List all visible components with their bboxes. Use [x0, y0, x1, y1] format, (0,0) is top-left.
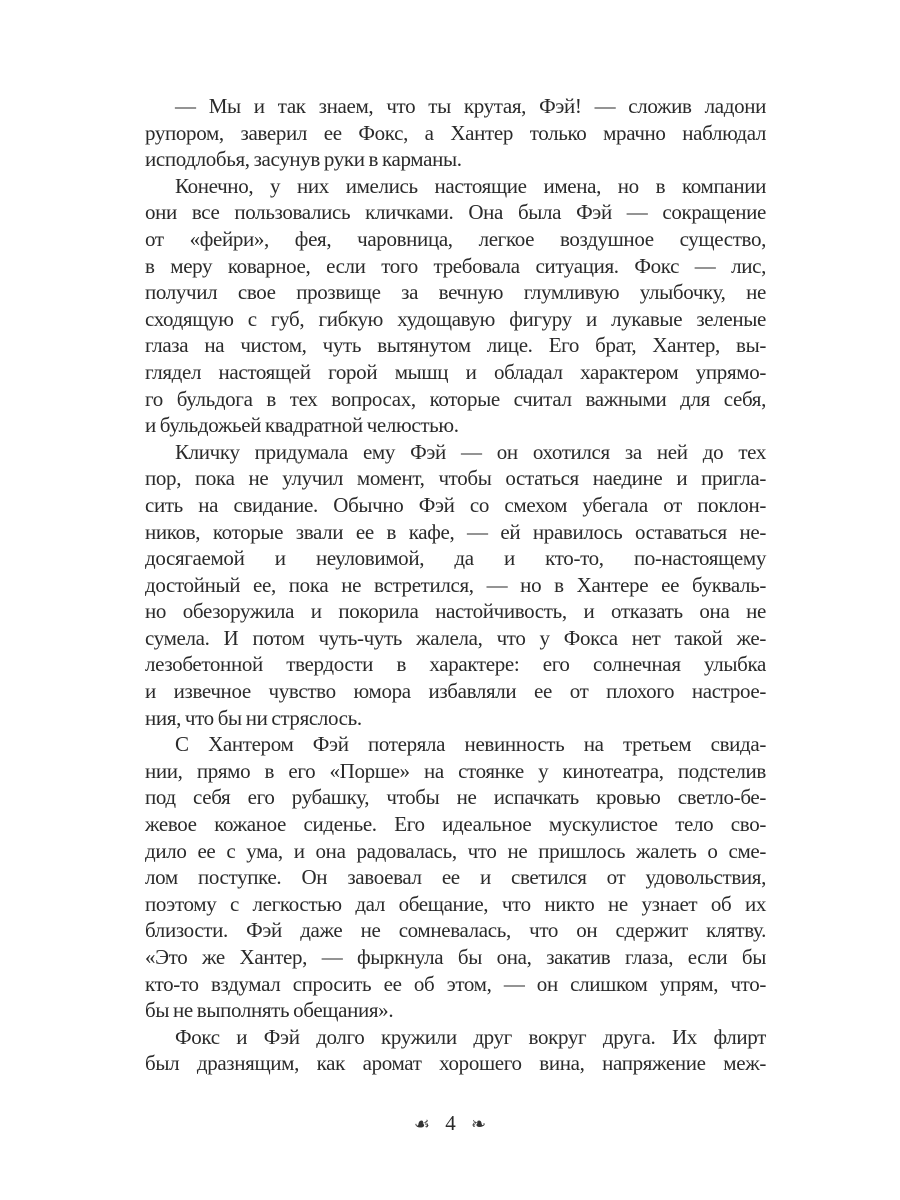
text-line: нии, прямо в его «Порше» на стоянке у кинотеатра, подстелив — [145, 758, 766, 783]
text-line: — Мы и так знаем, что ты крутая, Фэй! — сложив ладони — [175, 94, 766, 118]
text-line: Конечно, у них имелись настоящие имена, но в компании — [175, 173, 766, 198]
text-line: но обезоружила и покорила настойчивость, и отказать она не — [145, 599, 766, 624]
text-line: получил свое прозвище за вечную глумливую улыбочку, не — [145, 280, 766, 305]
text-line: Кличку придумала ему Фэй — он охотился за ней до тех — [175, 439, 766, 464]
text-line: досягаемой и неуловимой, да и кто-то, по-настоящему — [145, 546, 766, 571]
text-line: глядел настоящей горой мышц и обладал характером упрямо- — [145, 359, 766, 384]
text-line: рупором, заверил ее Фокс, а Хантер только мрачно наблюдал — [145, 120, 766, 145]
page-footer — [0, 1111, 900, 1136]
text-line: го бульдога в тех вопросах, которые считал важными для себя, — [145, 386, 766, 411]
text-line: они все пользовались кличками. Она была Фэй — сокращение — [145, 200, 766, 225]
text-line: от «фейри», фея, чаровница, легкое воздушное существо, — [145, 226, 766, 251]
text-line: Фокс и Фэй долго кружили друг вокруг друга. Их флирт — [175, 1024, 766, 1049]
text-line: сумела. И потом чуть-чуть жалела, что у Фокса нет такой же- — [145, 625, 766, 650]
text-line: и бульдожьей квадратной челюстью. — [145, 413, 459, 438]
text-line: «Это же Хантер, — фыркнула бы она, закатив глаза, если бы — [145, 945, 766, 969]
text-line: поэтому с легкостью дал обещание, что никто не узнает об их — [145, 891, 766, 916]
text-line: ния, что бы ни стряслось. — [145, 705, 362, 730]
text-line: дило ее с ума, и она радовалась, что не пришлось жалеть о сме- — [145, 838, 766, 863]
text-line: лезобетонной твердости в характере: его солнечная улыбка — [145, 652, 766, 677]
ornament-left-icon: ☙ — [413, 1114, 431, 1134]
page-number: 4 — [445, 1111, 456, 1135]
text-line: близости. Фэй даже не сомневалась, что он сдержит клятву. — [145, 918, 766, 943]
text-line: исподлобья, засунув руки в карманы. — [145, 147, 462, 172]
text-line: был дразнящим, как аромат хорошего вина, напряжение меж- — [145, 1051, 766, 1076]
text-line: ников, которые звали ее в кафе, — ей нравилось оставаться не- — [145, 519, 766, 544]
text-line: С Хантером Фэй потеряла невинность на третьем свида- — [175, 732, 766, 757]
text-line: кто-то вздумал спросить ее об этом, — он слишком упрям, что- — [145, 971, 766, 996]
text-line: сить на свидание. Обычно Фэй со смехом убегала от поклон- — [145, 492, 766, 517]
paragraph — [145, 1024, 766, 1077]
text-line: в меру коварное, если того требовала ситуация. Фокс — лис, — [145, 253, 766, 278]
text-line: и извечное чувство юмора избавляли ее от плохого настрое- — [145, 679, 766, 704]
paragraph — [145, 439, 766, 732]
text-line: жевое кожаное сиденье. Его идеальное мускулистое тело сво- — [145, 812, 766, 837]
text-line: лом поступке. Он завоевал ее и светился от удовольствия, — [145, 865, 766, 890]
text-line: сходящую с губ, гибкую худощавую фигуру и лукавые зеленые — [145, 306, 766, 331]
paragraph — [145, 93, 766, 173]
text-line: бы не выполнять обещания». — [145, 998, 394, 1023]
paragraph — [145, 731, 766, 1024]
text-line: достойный ее, пока не встретился, — но в Хантере ее букваль- — [145, 572, 766, 597]
ornament-right-icon: ❧ — [471, 1114, 487, 1134]
page-body-text — [145, 93, 766, 1077]
text-line: под себя его рубашку, чтобы не испачкать кровью светло-бе- — [145, 785, 766, 810]
paragraph — [145, 173, 766, 439]
text-line: пор, пока не улучил момент, чтобы остаться наедине и пригла- — [145, 466, 766, 491]
text-line: глаза на чистом, чуть вытянутом лице. Его брат, Хантер, вы- — [145, 333, 766, 358]
